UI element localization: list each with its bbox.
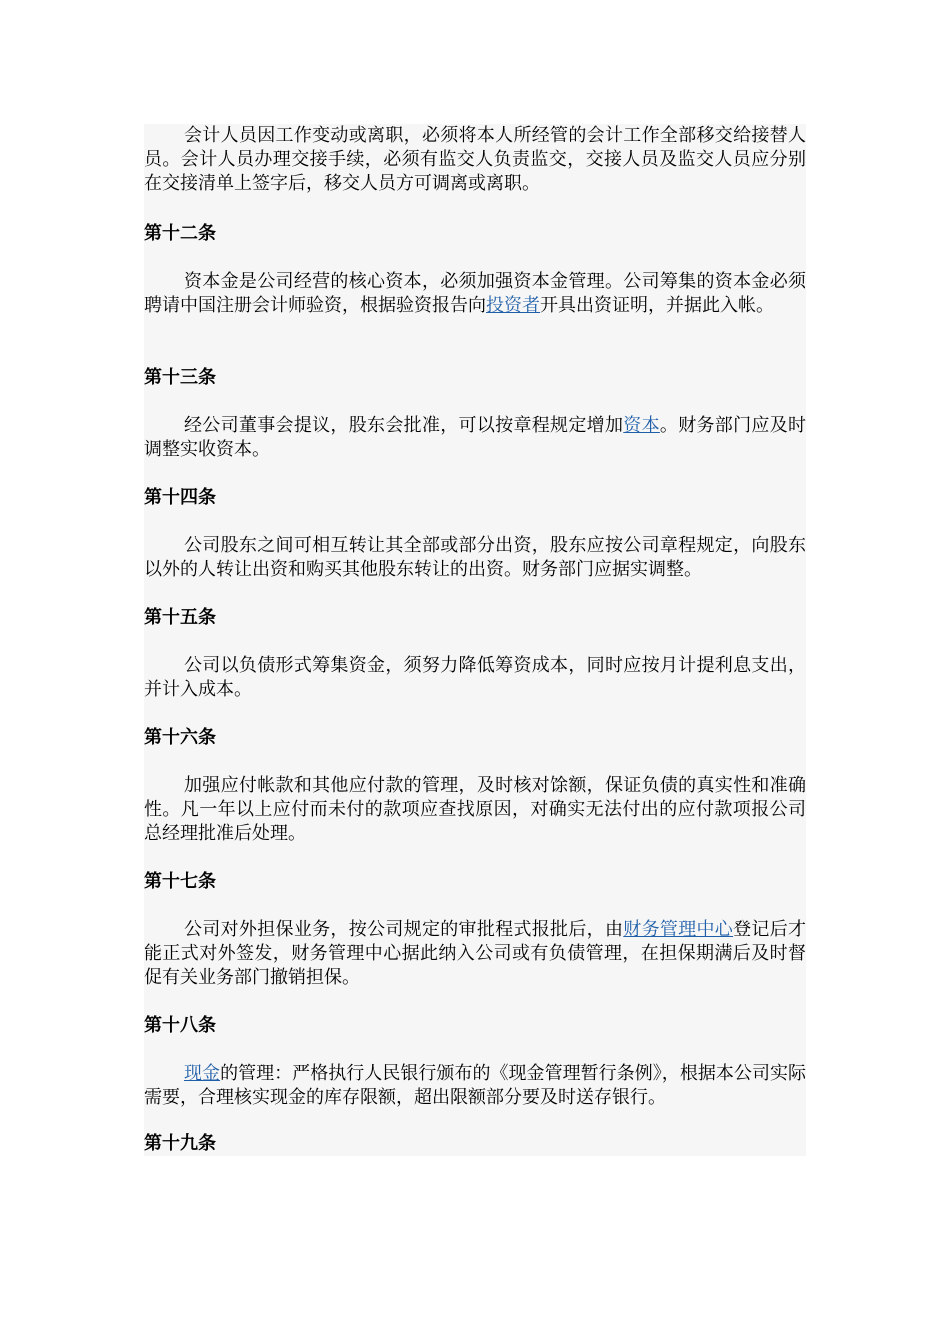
finance-center-link[interactable]: 财务管理中心 — [623, 919, 734, 940]
paragraph-handover — [144, 124, 806, 196]
article-heading-18: 第十八条 — [144, 1015, 216, 1036]
paragraph-text: 公司对外担保业务，按公司规定的审批程式报批后，由 — [184, 919, 624, 940]
paragraph-text: 公司股东之间可相互转让其全部或部分出资，股东应按公司章程规定，向股东以外的人转让出资和购买其他股东转让的出资。财务部门应据实调整。 — [144, 535, 806, 580]
paragraph-text: 会计人员因工作变动或离职，必须将本人所经管的会计工作全部移交给接替人员。会计人员办理交接手续，必须有监交人负责监交，交接人员及监交人员应分别在交接清单上签字后，移交人员方可调离或离职。 — [144, 125, 806, 194]
article-heading-16: 第十六条 — [144, 727, 216, 748]
article-heading-14: 第十四条 — [144, 487, 216, 508]
article-heading-12: 第十二条 — [144, 223, 216, 244]
cash-link[interactable]: 现金 — [184, 1063, 221, 1084]
paragraph-text: 。财务部门应及时调整实收资本。 — [144, 415, 807, 460]
paragraph-text: 的管理：严格执行人民银行颁布的《现金管理暂行条例》，根据本公司实际需要，合理核实现金的库存限额，超出限额部分要及时送存银行。 — [144, 1063, 807, 1108]
paragraph-text: 公司以负债形式筹集资金，须努力降低筹资成本，同时应按月计提利息支出，并计入成本。 — [144, 655, 806, 700]
document-body — [144, 124, 806, 1156]
paragraph-debt-financing — [144, 654, 806, 702]
paragraph-text: 经公司董事会提议，股东会批准，可以按章程规定增加 — [184, 415, 624, 436]
capital-link[interactable]: 资本 — [623, 415, 660, 436]
paragraph-text: 资本金是公司经营的核心资本，必须加强资本金管理。公司筹集的资本金必须聘请中国注册会计师验资，根据验资报告向 — [144, 271, 806, 316]
article-heading-19: 第十九条 — [144, 1133, 216, 1154]
paragraph-capital — [144, 270, 806, 318]
paragraph-text: 加强应付帐款和其他应付款的管理，及时核对馀额，保证负债的真实性和准确性。凡一年以上应付而未付的款项应查找原因，对确实无法付出的应付款项报公司总经理批准后处理。 — [144, 775, 806, 844]
paragraph-text: 登记后才能正式对外签发，财务管理中心据此纳入公司或有负债管理，在担保期满后及时督促有关业务部门撤销担保。 — [144, 919, 807, 988]
paragraph-cash-management — [144, 1062, 806, 1110]
paragraph-share-transfer — [144, 534, 806, 582]
article-heading-17: 第十七条 — [144, 871, 216, 892]
paragraph-guarantee — [144, 918, 806, 990]
article-heading-13: 第十三条 — [144, 367, 216, 388]
paragraph-capital-increase — [144, 414, 806, 462]
paragraph-payables — [144, 774, 806, 846]
investor-link[interactable]: 投资者 — [486, 295, 540, 316]
paragraph-text: 开具出资证明，并据此入帐。 — [540, 295, 774, 316]
article-heading-15: 第十五条 — [144, 607, 216, 628]
